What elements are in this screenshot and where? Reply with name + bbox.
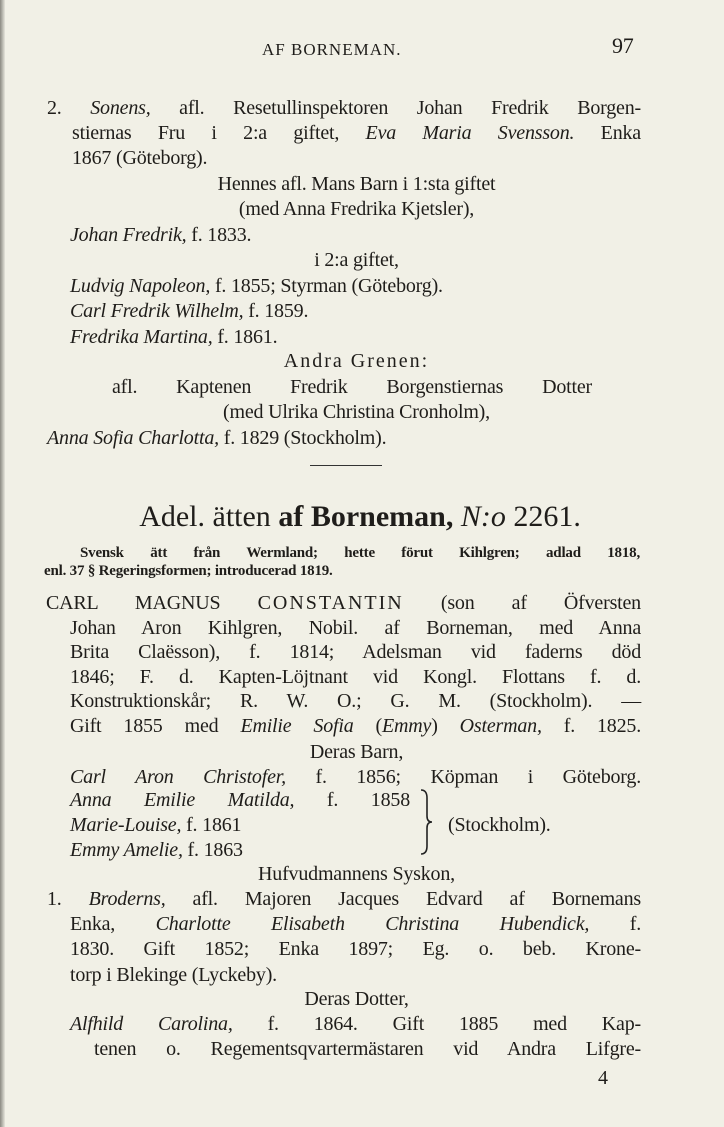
text-segment: 4 (598, 1067, 608, 1089)
text-segment: Anna Emilie Matilda, (70, 789, 295, 811)
text-segment: Carl Aron Christofer, (70, 766, 286, 788)
sibling-entry-line (70, 963, 277, 987)
text-segment: f. 1861. (212, 326, 278, 348)
text-segment: (son af Öfversten (403, 592, 641, 614)
text-segment: Deras Barn, (309, 741, 404, 763)
text-segment: (med Anna Fredrika Kjetsler), (238, 198, 475, 220)
head-entry-line (70, 640, 641, 664)
title-family-name: Borneman, (310, 500, 454, 533)
text-segment: f. 1855; Styrman (Göteborg). (210, 275, 443, 297)
child-entry (70, 765, 641, 789)
text-segment: (med Ulrika Christina Cronholm), (223, 401, 490, 423)
text-segment: afl. Resetullinspektoren Johan Fredrik Borgen- (150, 97, 641, 119)
branch-line (72, 400, 641, 424)
text-segment: 2. (47, 97, 91, 119)
title-no-label: N:o (460, 500, 506, 533)
branch-heading (72, 349, 641, 373)
text-segment: enl. 37 § Regeringsformen; introducerad 1819. (44, 563, 333, 579)
text-segment: f. (589, 913, 641, 935)
text-segment: Johan Fredrik, (70, 224, 187, 246)
text-segment: Hennes afl. Mans Barn i 1:sta giftet (217, 173, 496, 195)
text-segment: 1867 (Göteborg). (72, 147, 208, 169)
title-prefix: Adel. ätten (139, 500, 279, 533)
text-segment: Johan Aron Kihlgren, Nobil. af Borneman, med Anna (70, 617, 641, 639)
text-segment: Eva Maria Svensson. (365, 122, 575, 144)
subheading (72, 862, 641, 886)
text-segment: Anna Sofia Charlotta, (47, 427, 219, 449)
text-segment: f. 1859. (243, 300, 309, 322)
residence-note (448, 813, 551, 837)
sibling-entry-line (70, 937, 641, 961)
text-segment: Broderns, (88, 888, 166, 910)
text-segment: afl. Majoren Jacques Edvard af Bornemans (165, 888, 641, 910)
signature-mark (598, 1066, 608, 1090)
text-segment: ) (431, 715, 460, 737)
text-segment: f. 1833. (186, 224, 252, 246)
text-segment: stiernas Fru i 2:a giftet, (72, 122, 366, 144)
text-segment: Carl Fredrik Wilhelm, (70, 300, 244, 322)
head-entry-line (70, 665, 641, 689)
head-entry-line (70, 616, 641, 640)
text-segment: f. 1864. Gift 1885 med Kap- (232, 1013, 641, 1035)
text-segment: ( (353, 715, 383, 737)
text-segment: Alfhild Carolina, (70, 1013, 233, 1035)
text-segment: Gift 1855 med (70, 715, 241, 737)
text-segment: Osterman, (459, 715, 542, 737)
text-segment: Enka, (70, 913, 156, 935)
head-entry-line (70, 689, 641, 713)
child-entry (70, 299, 308, 323)
child-entry (47, 426, 386, 450)
child-entry (70, 1012, 641, 1036)
subheading (72, 740, 641, 764)
text-segment: Deras Dotter, (304, 988, 409, 1010)
text-segment: 1. (47, 888, 89, 910)
text-segment: Fredrika Martina, (70, 326, 213, 348)
brace-icon (418, 788, 438, 856)
sibling-entry-line (70, 912, 641, 936)
text-segment: Charlotte Elisabeth Christina Hubendick, (155, 913, 590, 935)
text-segment: Emmy Amelie, (70, 839, 183, 861)
head-entry-line (46, 591, 641, 615)
family-intro (44, 557, 333, 583)
child-entry (70, 325, 277, 349)
title-af: af (278, 500, 311, 533)
child-entry (70, 838, 243, 862)
sibling-entry-line (47, 887, 641, 911)
section-divider (310, 465, 382, 466)
text-segment: f. 1858 (294, 789, 410, 811)
text-segment: Konstruktionskår; R. W. O.; G. M. (Stockholm). — (70, 690, 641, 712)
text-segment: i 2:a giftet, (314, 249, 399, 271)
text-segment: Ludvig Napoleon, (70, 275, 211, 297)
subheading (72, 248, 641, 272)
text-segment: CONSTANTIN (257, 592, 404, 614)
text-segment: f. 1861 (181, 814, 242, 836)
text-segment: Andra Grenen: (283, 350, 430, 372)
page-number: 97 (612, 33, 634, 58)
text-segment: torp i Blekinge (Lyckeby). (70, 964, 277, 986)
text-segment: Emmy (382, 715, 432, 737)
text-segment: Svensk ätt från Wermland; hette förut Kihlgren; adlad 1818, (80, 545, 640, 561)
title-number: 2261. (513, 500, 581, 533)
text-segment: f. 1863 (182, 839, 243, 861)
section-title (60, 500, 660, 534)
entry-2-line (47, 96, 641, 120)
text-segment: 1830. Gift 1852; Enka 1897; Eg. o. beb. Krone- (70, 938, 641, 960)
child-entry (70, 788, 410, 812)
entry-2-line (72, 146, 207, 170)
text-segment: f. 1829 (Stockholm). (218, 427, 387, 449)
subheading (72, 987, 641, 1011)
text-segment: f. 1856; Köpman i Göteborg. (285, 766, 641, 788)
text-segment: 1846; F. d. Kapten-Löjtnant vid Kongl. Flottans f. d. (70, 666, 641, 688)
child-entry (70, 223, 251, 247)
subheading (72, 172, 641, 196)
text-segment: f. 1825. (541, 715, 641, 737)
text-segment: afl. Kaptenen Fredrik Borgenstiernas Dotter (112, 376, 592, 398)
running-header: AF BORNEMAN. (262, 40, 402, 59)
text-segment: Enka (574, 122, 641, 144)
scan-edge (0, 0, 5, 1127)
text-segment: Marie-Louise, (70, 814, 182, 836)
head-entry-line (70, 714, 641, 738)
text-segment: CARL MAGNUS (46, 592, 258, 614)
subheading (72, 197, 641, 221)
child-entry (70, 274, 443, 298)
text-segment: Emilie Sofia (240, 715, 354, 737)
text-segment: (Stockholm). (448, 814, 551, 836)
text-segment: Brita Claësson), f. 1814; Adelsman vid faderns död (70, 641, 641, 663)
child-entry (94, 1037, 641, 1061)
text-segment: Sonens, (90, 97, 151, 119)
branch-line (112, 375, 592, 399)
child-entry (70, 813, 241, 837)
text-segment: Hufvudmannens Syskon, (258, 863, 455, 885)
text-segment: tenen o. Regementsqvartermästaren vid Andra Lifgre- (94, 1038, 641, 1060)
entry-2-line (72, 121, 641, 145)
